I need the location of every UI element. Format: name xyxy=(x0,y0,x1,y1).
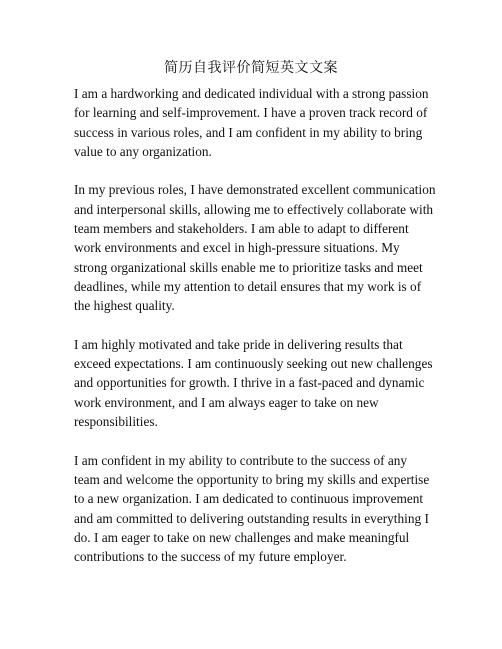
paragraph-4: I am confident in my ability to contribute to the success of any team and welcome the opportunity to bring my skills and expertise to a new organization. I am dedicated to continuous improvement and am committed to delivering outstanding results in everything I do. I am eager to take on new challenges and make meaningful contributions to the success of my future employer. xyxy=(74,452,430,565)
paragraph-1: I am a hardworking and dedicated individual with a strong passion for learning and self-improvement. I have a proven track record of success in various roles, and I am confident in my ability to bring value to any organization. xyxy=(74,86,429,159)
paragraph-3: I am highly motivated and take pride in delivering results that exceed expectations. I am continuously seeking out new challenges and opportunities for growth. I thrive in a fast-paced and dynamic work environment, and I am always eager to take on new responsibilities. xyxy=(74,336,433,430)
document-title: 简历自我评价简短英文文案 xyxy=(164,61,338,76)
document-body xyxy=(74,84,436,586)
paragraph-2: In my previous roles, I have demonstrated excellent communication and interpersonal skills, allowing me to effectively collaborate with team members and stakeholders. I am able to adapt to different work environments and excel in high-pressure situations. My strong organizational skills enable me to prioritize tasks and meet deadlines, while my attention to detail ensures that my work is of the highest quality. xyxy=(74,182,436,314)
